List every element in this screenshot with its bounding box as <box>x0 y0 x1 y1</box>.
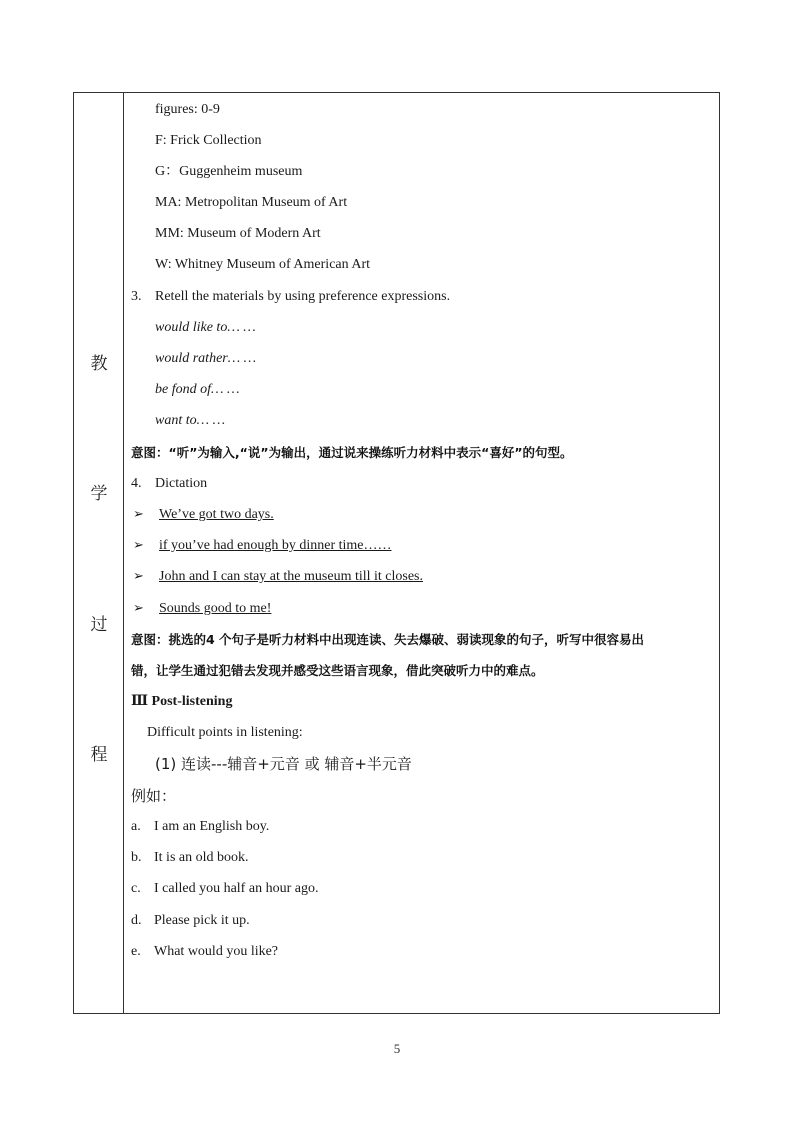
page-number: 5 <box>393 1041 401 1056</box>
example-sentence: It is an old book. <box>154 850 249 865</box>
dictation-sentence: John and I can stay at the museum till it closes. <box>159 569 424 584</box>
expression-item: would like to… … <box>155 320 256 335</box>
section-heading: Ⅲ Post-listening <box>131 694 233 709</box>
example-letter: e. <box>131 944 141 959</box>
intent-note: 错，让学生通过犯错去发现并感受这些语言现象，借此突破听力中的难点。 <box>131 663 544 678</box>
figure-item: MM: Museum of Modern Art <box>155 226 321 241</box>
side-label: 教 <box>90 354 108 374</box>
example-letter: a. <box>131 819 141 834</box>
example-sentence: What would you like? <box>154 944 279 959</box>
expression-item: would rather… … <box>155 351 257 366</box>
expression-item: be fond of… … <box>155 382 240 397</box>
item-number: 4. <box>131 476 142 491</box>
dictation-sentence: if you’ve had enough by dinner time…… <box>159 538 392 553</box>
lesson-table <box>73 92 720 1014</box>
arrow-bullet-icon: ➢ <box>133 538 144 553</box>
difficult-points: Difficult points in listening: <box>147 725 303 740</box>
example-letter: b. <box>131 850 142 865</box>
side-label: 学 <box>90 484 108 504</box>
figure-item: W: Whitney Museum of American Art <box>155 257 371 272</box>
linking-point: (1) 连读---辅音+元音 或 辅音+半元音 <box>155 755 412 773</box>
example-letter: d. <box>131 913 142 928</box>
arrow-bullet-icon: ➢ <box>133 569 144 584</box>
expression-item: want to… … <box>155 413 226 428</box>
item-number: 3. <box>131 289 142 304</box>
intent-note: 意图：“听”为输入,“说”为输出，通过说来操练听力材料中表示“喜好”的句型。 <box>131 445 573 460</box>
dictation-sentence: We’ve got two days. <box>159 507 274 522</box>
arrow-bullet-icon: ➢ <box>133 601 144 616</box>
side-label: 程 <box>90 745 108 765</box>
item-text: Retell the materials by using preference expressions. <box>155 289 451 304</box>
example-label: 例如： <box>131 787 177 805</box>
side-label: 过 <box>90 615 108 635</box>
dictation-sentence: Sounds good to me! <box>159 601 272 616</box>
example-sentence: I am an English boy. <box>154 819 270 834</box>
item-text: Dictation <box>155 476 208 491</box>
figure-item: MA: Metropolitan Museum of Art <box>155 195 348 210</box>
intent-note: 意图：挑选的4 个句子是听力材料中出现连读、失去爆破、弱读现象的句子，听写中很容易出 <box>131 632 645 647</box>
example-letter: c. <box>131 881 141 896</box>
figure-item: F: Frick Collection <box>155 133 262 148</box>
arrow-bullet-icon: ➢ <box>133 507 144 522</box>
content-cell <box>74 93 719 1013</box>
example-sentence: I called you half an hour ago. <box>154 881 319 896</box>
example-sentence: Please pick it up. <box>154 913 250 928</box>
figure-item: G：Guggenheim museum <box>155 164 303 179</box>
figure-item: figures: 0-9 <box>155 102 220 117</box>
